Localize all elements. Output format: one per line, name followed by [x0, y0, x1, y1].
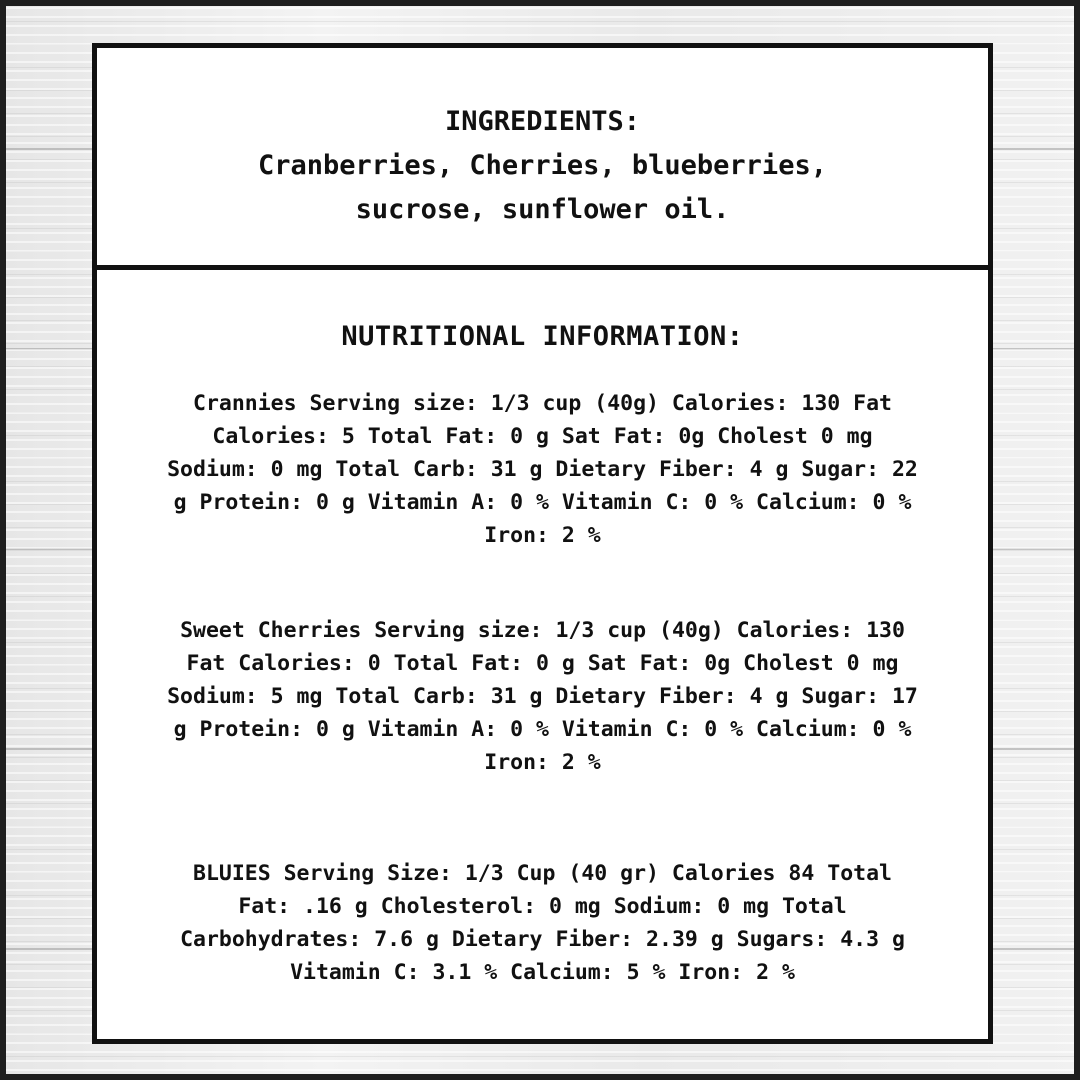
ingredients-line: Cranberries, Cherries, blueberries,	[258, 150, 827, 181]
product-bluies-facts	[112, 857, 974, 989]
product-sweet-cherries-facts	[112, 614, 974, 779]
nutrition-heading: NUTRITIONAL INFORMATION:	[341, 321, 744, 352]
facts-line: Sweet Cherries Serving size: 1/3 cup (40g) Calories: 130	[180, 618, 905, 643]
nutrition-label-card	[92, 43, 993, 1044]
facts-line: Calories: 5 Total Fat: 0 g Sat Fat: 0g Cholest 0 mg	[212, 424, 873, 449]
facts-line: Vitamin C: 3.1 % Calcium: 5 % Iron: 2 %	[290, 960, 795, 985]
facts-line: Sodium: 0 mg Total Carb: 31 g Dietary Fiber: 4 g Sugar: 22	[167, 457, 918, 482]
facts-line: Crannies Serving size: 1/3 cup (40g) Calories: 130 Fat	[193, 391, 892, 416]
facts-line: Fat: .16 g Cholesterol: 0 mg Sodium: 0 mg Total	[238, 894, 847, 919]
facts-line: Iron: 2 %	[484, 750, 601, 775]
ingredients-heading: INGREDIENTS:	[444, 106, 641, 137]
facts-line: BLUIES Serving Size: 1/3 Cup (40 gr) Calories 84 Total	[193, 861, 892, 886]
facts-line: g Protein: 0 g Vitamin A: 0 % Vitamin C: 0 % Calcium: 0 %	[173, 717, 912, 742]
facts-line: Iron: 2 %	[484, 523, 601, 548]
ingredients-line: sucrose, sunflower oil.	[355, 194, 730, 225]
product-crannies-facts	[112, 387, 974, 552]
facts-line: g Protein: 0 g Vitamin A: 0 % Vitamin C: 0 % Calcium: 0 %	[173, 490, 912, 515]
ingredients-section	[97, 48, 988, 270]
nutrition-section	[97, 317, 988, 989]
facts-line: Sodium: 5 mg Total Carb: 31 g Dietary Fiber: 4 g Sugar: 17	[167, 684, 918, 709]
facts-line: Carbohydrates: 7.6 g Dietary Fiber: 2.39 g Sugars: 4.3 g	[180, 927, 905, 952]
facts-line: Fat Calories: 0 Total Fat: 0 g Sat Fat: 0g Cholest 0 mg	[186, 651, 899, 676]
